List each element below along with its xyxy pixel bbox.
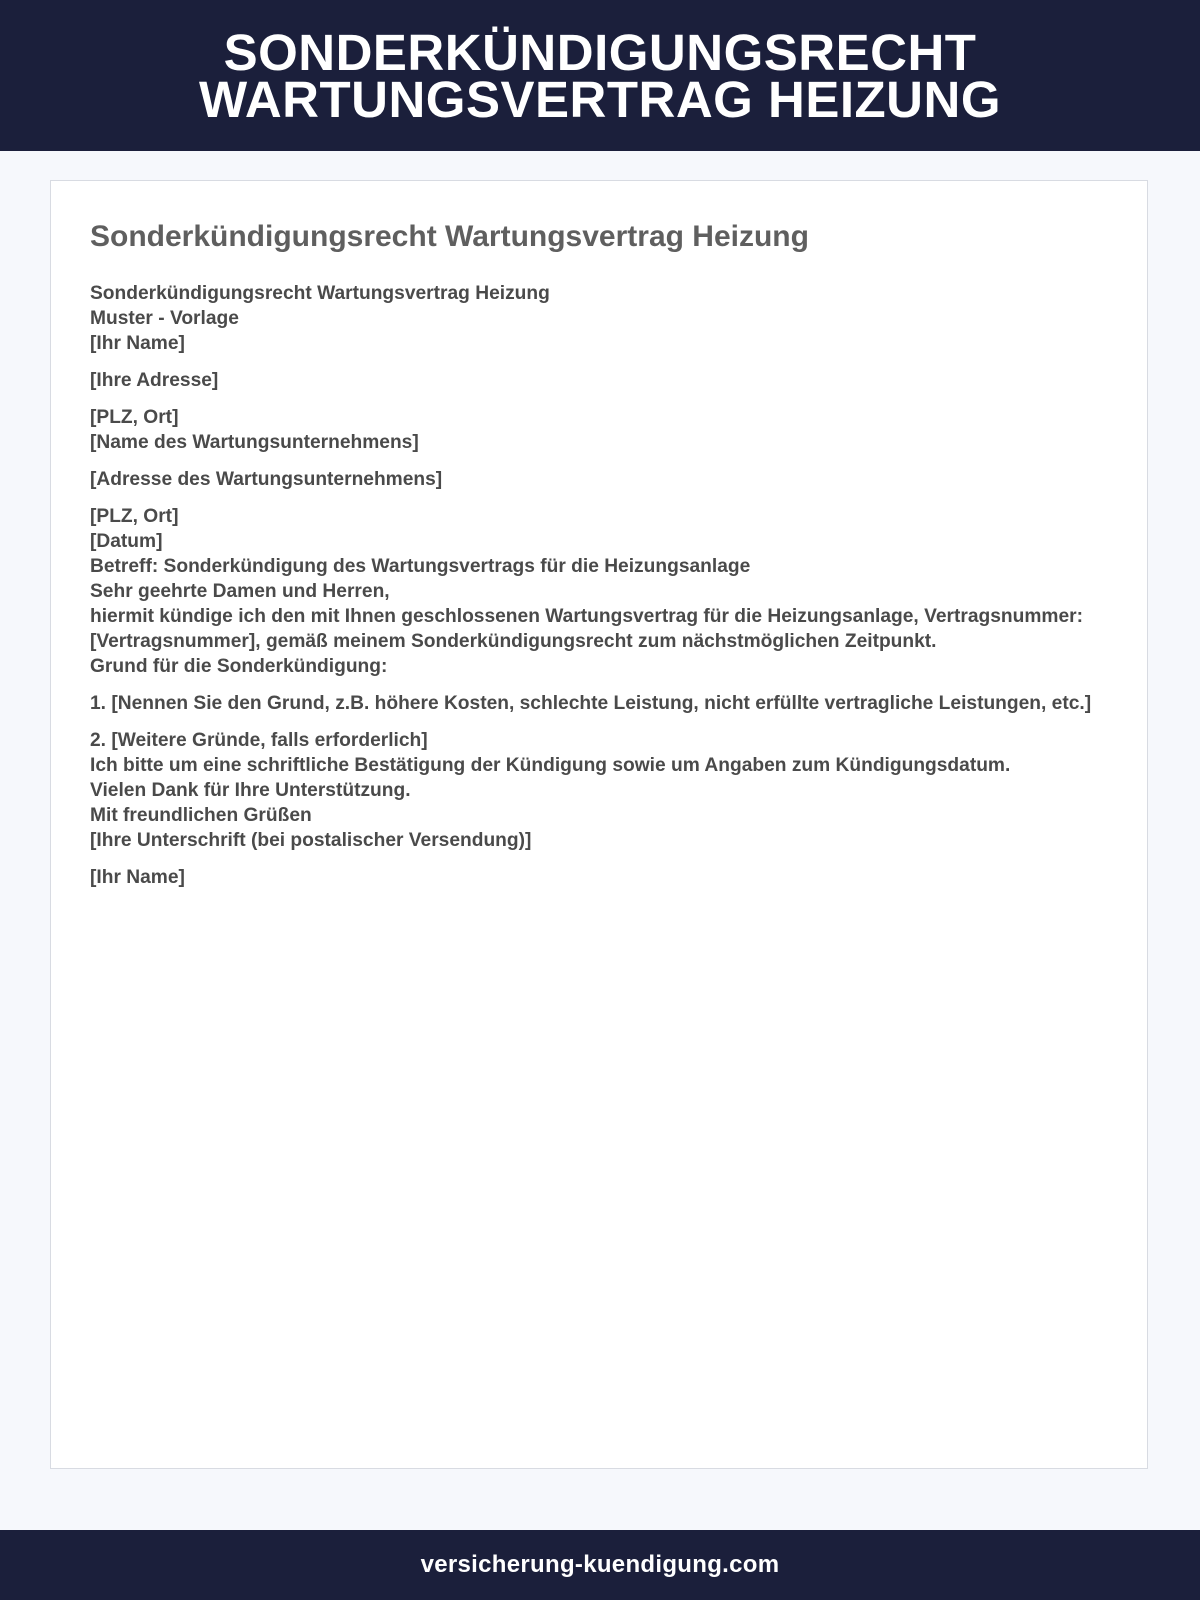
letter-line-closing: Mit freundlichen Grüßen — [90, 805, 312, 826]
letter-line-sender-name: [Ihr Name] — [90, 333, 185, 354]
letter-line-thanks: Vielen Dank für Ihre Unterstützung. — [90, 780, 411, 801]
letter-body — [90, 281, 1110, 890]
footer-bar — [0, 1530, 1200, 1600]
letter-line-subject: Betreff: Sonderkündigung des Wartungsvertrags für die Heizungsanlage — [90, 556, 751, 577]
letter-line-heading: Sonderkündigungsrecht Wartungsvertrag Heizung — [90, 283, 550, 304]
letter-line-sender-address: [Ihre Adresse] — [90, 370, 219, 391]
letter-line-recipient-address: [Adresse des Wartungsunternehmens] — [90, 469, 443, 490]
letter-reason-1: 1. [Nennen Sie den Grund, z.B. höhere Kosten, schlechte Leistung, nicht erfüllte vertragliche Leistungen, etc.] — [90, 693, 1092, 714]
letter-line-recipient-city: [PLZ, Ort] — [90, 506, 179, 527]
banner-title-line-1: SONDERKÜNDIGUNGSRECHT — [223, 23, 977, 81]
letter-line-confirmation-request: Ich bitte um eine schriftliche Bestätigung der Kündigung sowie um Angaben zum Kündigungsdatum. — [90, 755, 1011, 776]
letter-line-date: [Datum] — [90, 531, 163, 552]
letter-line-reason-heading: Grund für die Sonderkündigung: — [90, 656, 388, 677]
banner-title-line-2: WARTUNGSVERTRAG HEIZUNG — [199, 70, 1001, 128]
letter-line-recipient-name: [Name des Wartungsunternehmens] — [90, 432, 419, 453]
document-title: Sonderkündigungsrecht Wartungsvertrag Heizung — [90, 220, 809, 253]
footer-site-name: versicherung-kuendigung.com — [420, 1551, 780, 1578]
letter-line-template-label: Muster - Vorlage — [90, 308, 239, 329]
letter-reason-2: 2. [Weitere Gründe, falls erforderlich] — [90, 730, 428, 751]
letter-paragraph-termination: hiermit kündige ich den mit Ihnen geschlossenen Wartungsvertrag für die Heizungsanlage, Vertragsnummer: [Vertragsnummer], gemäß meinem Sonderkündigungsrecht zum nächstmöglichen Zeitpunkt. — [90, 606, 1083, 652]
letter-line-signature: [Ihre Unterschrift (bei postalischer Versendung)] — [90, 830, 532, 851]
letter-line-signer-name: [Ihr Name] — [90, 867, 185, 888]
header-banner — [0, 0, 1200, 151]
letter-line-salutation: Sehr geehrte Damen und Herren, — [90, 581, 390, 602]
letter-line-sender-city: [PLZ, Ort] — [90, 407, 179, 428]
document-card — [50, 180, 1148, 1469]
